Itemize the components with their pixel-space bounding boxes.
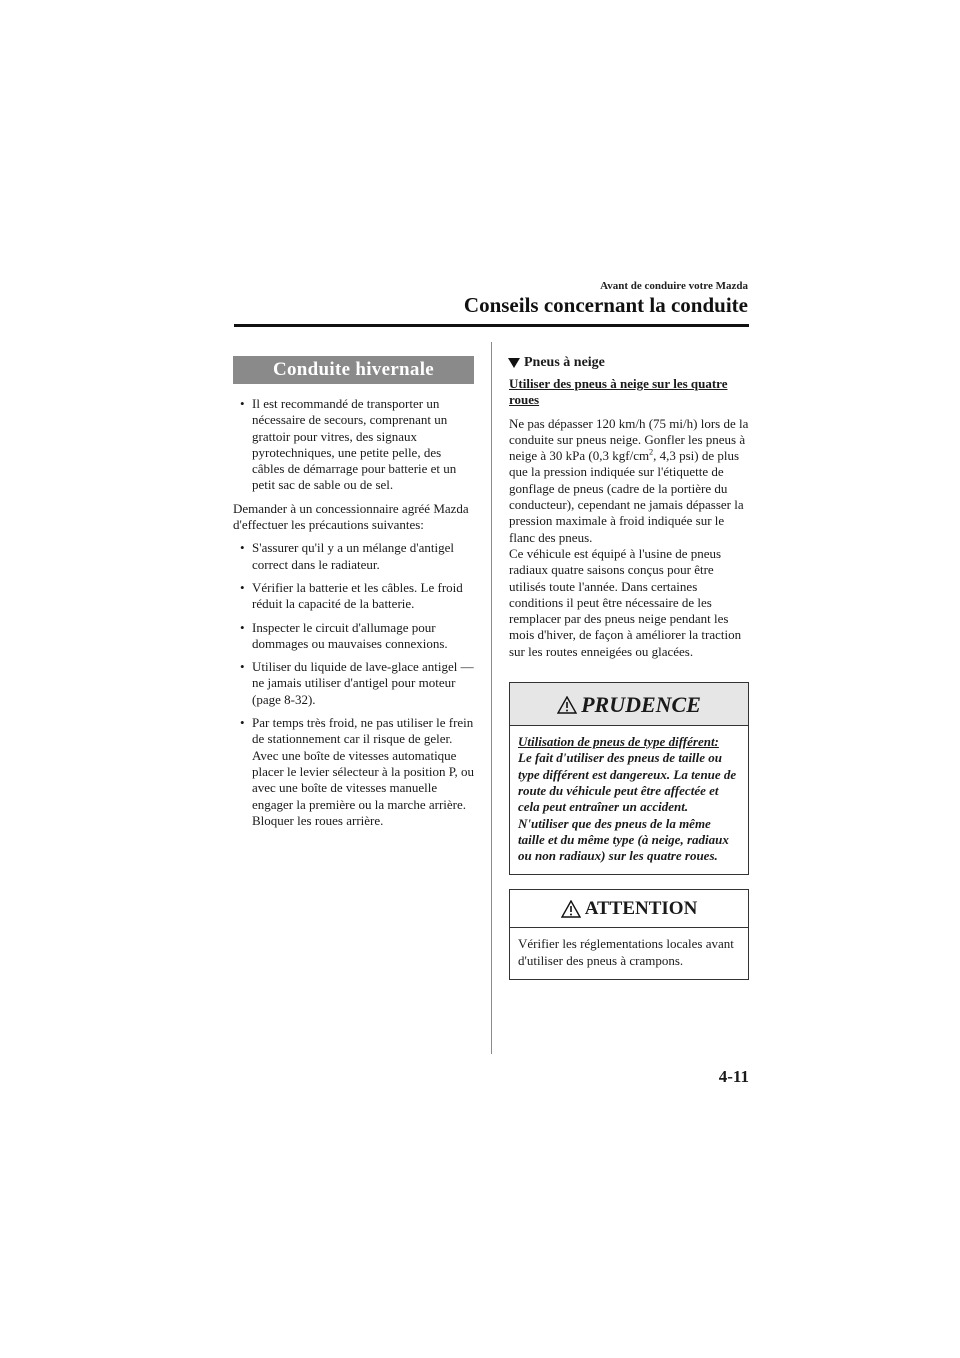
column-divider: [491, 342, 492, 1054]
header-rule: [234, 324, 749, 327]
attention-header: [510, 890, 748, 928]
list-item: • S'assurer qu'il y a un mélange d'antigel correct dans le radiateur.: [233, 540, 474, 573]
prudence-label: PRUDENCE: [581, 691, 701, 717]
header-title: Conseils concernant la conduite: [463, 293, 748, 317]
warning-triangle-icon: [561, 900, 581, 918]
attention-body: [510, 928, 748, 979]
list-item: • Il est recommandé de transporter un nécessaire de secours, comprenant un grattoir pour vitres, des signaux pyrotechniques, une petite pelle, des câbles de démarrage pour batterie et un petit sac de sable ou de sel.: [233, 396, 474, 494]
underlined-heading: Utiliser des pneus à neige sur les quatre roues: [509, 376, 728, 408]
attention-box: [509, 889, 749, 980]
attention-label: ATTENTION: [584, 898, 698, 920]
prudence-header: [510, 683, 748, 726]
attention-text: Vérifier les réglementations locales avant d'utiliser des pneus à crampons.: [518, 936, 734, 968]
paragraph-text: , 4,3 psi) de plus que la pression indiquée sur l'étiquette de gonflage de pneus (cadre de la portière du conducteur), cependant ne jamais dépasser la pression maximale à froid indiquée sur le flanc des pneus.: [509, 448, 744, 545]
triangle-down-icon: [508, 358, 520, 368]
section-title: Conduite hivernale: [233, 356, 474, 384]
list-item: • Par temps très froid, ne pas utiliser le frein de stationnement car il risque de geler. Avec une boîte de vitesses automatique placer le levier sélecteur à la position P, ou avec une boîte de vitesses manuelle engager la première ou la marche arrière. Bloquer les roues arrière.: [233, 715, 474, 829]
precautions-list: [233, 540, 474, 829]
prudence-underlined: Utilisation de pneus de type différent:: [518, 734, 719, 750]
paragraph: Demander à un concessionnaire agréé Mazda d'effectuer les précautions suivantes:: [233, 500, 469, 533]
superscript: 2: [649, 447, 654, 457]
left-column: [233, 355, 474, 836]
list-item: • Vérifier la batterie et les câbles. Le froid réduit la capacité de la batterie.: [233, 580, 474, 613]
list-item: • Inspecter le circuit d'allumage pour dommages ou mauvaises connexions.: [233, 620, 474, 653]
prudence-box: [509, 682, 749, 875]
page-number: 4-11: [718, 1067, 749, 1086]
prudence-body: [510, 726, 748, 874]
prudence-text: Le fait d'utiliser des pneus de taille ou type différent est dangereux. La tenue de route du véhicule peut être affectée et cela peut entraîner un accident. N'utiliser que des pneus de la même taille et du même type (à neige, radiaux ou non radiaux) sur les quatre roues.: [518, 750, 737, 864]
subheading-text: Pneus à neige: [524, 355, 605, 370]
paragraph: [509, 416, 749, 546]
subheading: [509, 355, 749, 371]
paragraph: Ce véhicule est équipé à l'usine de pneus radiaux quatre saisons conçus pour être utilisés toute l'année. Dans certaines conditions il peut être nécessaire de les remplacer par des pneus neige pendant les mois d'hiver, de façon à améliorer la traction sur les routes enneigées ou glacées.: [509, 545, 742, 659]
warning-triangle-icon: [557, 696, 577, 714]
right-column: [509, 355, 749, 980]
header-subtitle: Avant de conduire votre Mazda: [600, 280, 748, 292]
intro-list: [233, 396, 474, 494]
paragraph-text: Ne pas dépasser 120 km/h (75 mi/h) lors de la conduite sur pneus neige. Gonfler les pneus à neige à 30 kPa (0,3 kgf/cm: [509, 415, 749, 464]
list-item: • Utiliser du liquide de lave-glace antigel — ne jamais utiliser d'antigel pour moteur (page 8-32).: [233, 659, 474, 708]
